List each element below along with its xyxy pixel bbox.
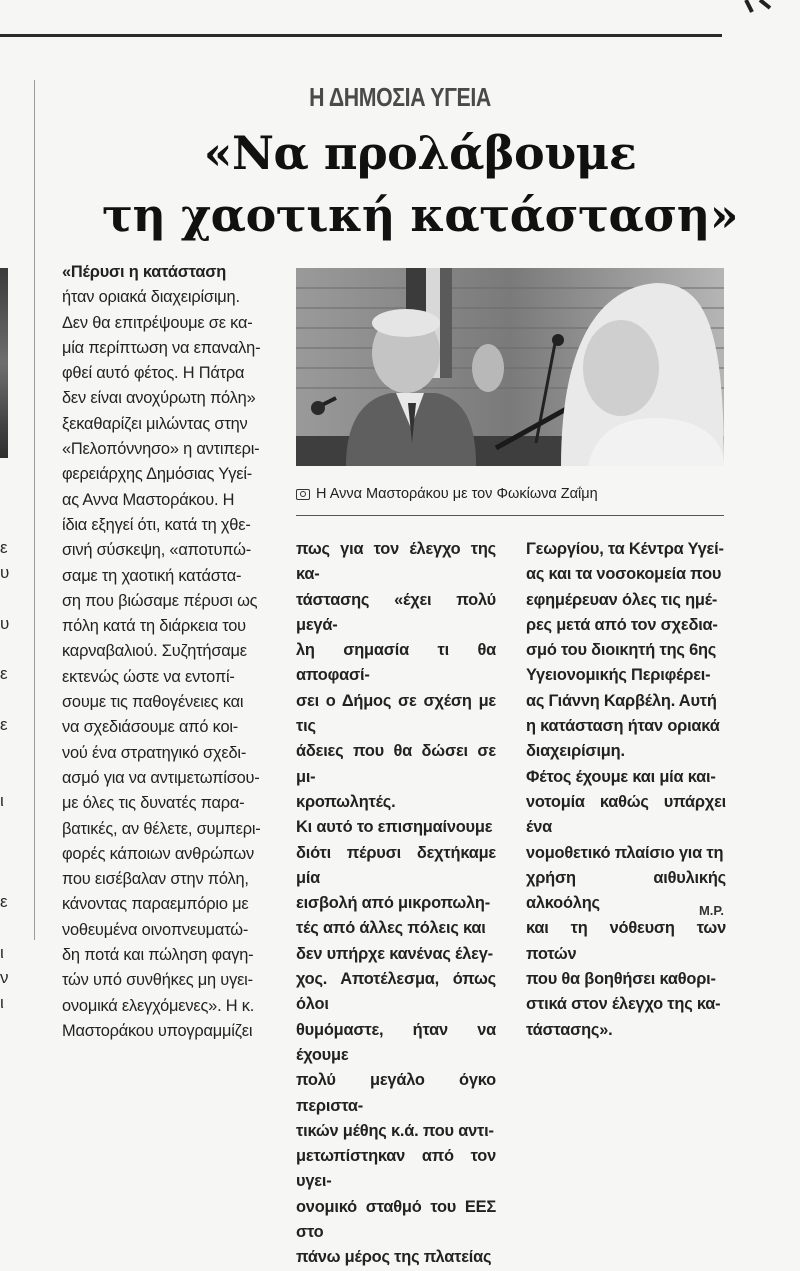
column-divider-left <box>34 80 35 940</box>
fragment-letter: ε <box>0 538 8 557</box>
text-line: διότι πέρυσι δεχτήκαμε μία <box>296 843 496 887</box>
text-line: άδειες που θα δώσει σε μι- <box>296 742 496 786</box>
text-line: ας και τα νοσοκομεία που <box>526 565 722 584</box>
text-line: χρήση αιθυλικής αλκοόλης <box>526 868 726 913</box>
text-line: Κι αυτό το επισημαίνουμε <box>296 818 493 837</box>
text-line: φορές κάποιων ανθρώπων <box>62 844 255 863</box>
text-line: καρναβαλιού. Συζητήσαμε <box>62 642 247 661</box>
text-line: μετωπίστηκαν από τον υγει- <box>296 1147 496 1191</box>
fragment-letter <box>0 737 10 762</box>
fragment-letter <box>0 763 10 788</box>
text-line: ίδια εξηγεί ότι, κατά τη χθε- <box>62 515 251 534</box>
fragment-letter: ν <box>0 968 9 988</box>
text-line: τικών μέθης κ.ά. που αντι- <box>296 1121 494 1140</box>
fragment-letter <box>0 586 10 611</box>
text-line: ήταν οριακά διαχειρίσιμη. <box>62 288 240 307</box>
text-line: σινή σύσκεψη, «αποτυπώ- <box>62 541 251 560</box>
headline-line-1: «Να προλάβουμε <box>203 126 637 180</box>
fragment-letter: ι <box>0 942 4 962</box>
article-column-2 <box>296 537 496 1271</box>
text-line: πάνω μέρος της πλατείας <box>296 1248 492 1267</box>
text-line: φερειάρχης Δημόσιας Υγεί- <box>62 465 253 484</box>
text-line: Γεωργίου, τα Κέντρα Υγεί- <box>526 540 724 558</box>
text-line: εισβολή από μικροπωλη- <box>296 894 490 913</box>
article-photo <box>296 268 724 466</box>
top-rule <box>0 34 722 37</box>
text-line: σμό του διοικητή της 6ης <box>526 641 717 660</box>
fragment-letter: ε <box>0 892 8 912</box>
text-line: εκτενώς ώστε να εντοπί- <box>62 667 235 686</box>
text-line: ονομικά ελεγχόμενες». Η κ. <box>62 996 255 1015</box>
fragment-letter: υ <box>0 563 10 583</box>
text-line: η κατάσταση ήταν οριακά <box>526 717 720 736</box>
caption-rule <box>296 515 724 516</box>
text-line: τάστασης». <box>526 1020 613 1039</box>
article-column-1 <box>62 260 262 1044</box>
text-line: δη ποτά και πώληση φαγη- <box>62 946 254 965</box>
text-line: Φέτος έχουμε και μία και- <box>526 767 716 786</box>
text-line: εφημέρευαν όλες τις ημέ- <box>526 590 718 609</box>
fragment-letter <box>0 813 10 838</box>
text-line: σει ο Δήμος σε σχέση με τις <box>296 691 496 736</box>
text-line: Μαστοράκου υπογραμμίζει <box>62 1021 253 1040</box>
corner-mark <box>742 0 772 14</box>
text-line: ρες μετά από τον σχεδια- <box>526 615 718 634</box>
adjacent-article-fragment <box>0 535 10 1016</box>
text-line: νοθευμένα οινοπνευματώ- <box>62 920 249 939</box>
text-line: κροπωλητές. <box>296 792 396 811</box>
fragment-letter: ε <box>0 715 8 735</box>
text-line: ονομικό σταθμό του ΕΕΣ στο <box>296 1197 496 1242</box>
text-line: πόλη κατά τη διάρκεια του <box>62 617 246 636</box>
text-line: «Πέρυσι η κατάσταση <box>62 263 227 281</box>
text-line: βατικές, αν θέλετε, συμπερι- <box>62 819 261 838</box>
fragment-letter <box>0 914 10 939</box>
section-kicker: Η ΔΗΜΟΣΙΑ ΥΓΕΙΑ <box>309 82 491 112</box>
text-line: ας Γιάννη Καρβέλη. Αυτή <box>526 691 717 710</box>
text-line: θυμόμαστε, ήταν να έχουμε <box>296 1020 496 1064</box>
text-line: σουμε τις παθογένειες και <box>62 693 244 712</box>
text-line: νομοθετικό πλαίσιο για τη <box>526 843 724 862</box>
text-line: ασμό για να αντιμετωπίσου- <box>62 768 260 787</box>
text-line: μία περίπτωση να επαναλη- <box>62 338 261 357</box>
text-line: κάνοντας παραεμπόριο με <box>62 895 249 914</box>
text-line: πως για τον έλεγχο της κα- <box>296 540 496 584</box>
text-line: στικά στον έλεγχο της κα- <box>526 995 721 1014</box>
fragment-letter: ι <box>0 790 4 810</box>
text-line: και τη νόθευση των ποτών <box>526 919 726 963</box>
text-line: σαμε τη χαοτική κατάστα- <box>62 566 242 585</box>
fragment-letter: ε <box>0 664 8 684</box>
text-line: που εισέβαλαν στην πόλη, <box>62 870 249 889</box>
text-line: Υγειονομικής Περιφέρει- <box>526 666 711 685</box>
fragment-letter: ι <box>0 993 4 1013</box>
text-line: «Πελοπόννησο» η αντιπερι- <box>62 440 260 459</box>
text-line: δεν υπήρχε κανένας έλεγ- <box>296 944 493 963</box>
adjacent-photo-fragment <box>0 268 8 458</box>
author-signature: Μ.Ρ. <box>698 903 724 918</box>
fragment-letter <box>0 839 10 864</box>
fragment-letter <box>0 864 10 889</box>
text-line: χος. Αποτέλεσμα, όπως όλοι <box>296 970 496 1014</box>
text-line: ση που βιώσαμε πέρυσι ως <box>62 591 258 610</box>
camera-icon <box>296 489 310 500</box>
photo-caption <box>296 486 724 502</box>
text-line: να σχεδιάσουμε από κοι- <box>62 718 239 737</box>
text-line: ξεκαθαρίζει μιλώντας στην <box>62 414 248 433</box>
headline <box>40 122 800 246</box>
photo-caption-text: Η Αννα Μαστοράκου με τον Φωκίωνα Ζαΐμη <box>316 486 598 502</box>
text-line: τές από άλλες πόλεις και <box>296 919 486 938</box>
text-line: που θα βοηθήσει καθορι- <box>526 970 716 989</box>
text-line: ας Αννα Μαστοράκου. Η <box>62 490 235 509</box>
text-line: πολύ μεγάλο όγκο περιστα- <box>296 1071 496 1115</box>
text-line: Δεν θα επιτρέψουμε σε κα- <box>62 313 253 332</box>
headline-line-2: τη χαοτική κατάσταση» <box>102 188 738 242</box>
text-line: διαχειρίσιμη. <box>526 742 625 761</box>
fragment-letter <box>0 636 10 661</box>
fragment-letter: υ <box>0 613 10 633</box>
text-line: νοτομία καθώς υπάρχει ένα <box>526 792 726 837</box>
text-line: με όλες τις δυνατές παρα- <box>62 794 245 813</box>
photo-image <box>296 268 724 466</box>
fragment-letter <box>0 687 10 712</box>
text-line: τάστασης «έχει πολύ μεγά- <box>296 590 496 634</box>
text-line: δεν είναι ανοχύρωτη πόλη» <box>62 389 256 408</box>
article-column-3 <box>526 537 726 1043</box>
text-line: λη σημασία τι θα αποφασί- <box>296 641 496 685</box>
text-line: φθεί αυτό φέτος. Η Πάτρα <box>62 364 245 383</box>
text-line: τών υπό συνθήκες μη υγει- <box>62 971 253 990</box>
text-line: νού ένα στρατηγικό σχεδι- <box>62 743 247 762</box>
